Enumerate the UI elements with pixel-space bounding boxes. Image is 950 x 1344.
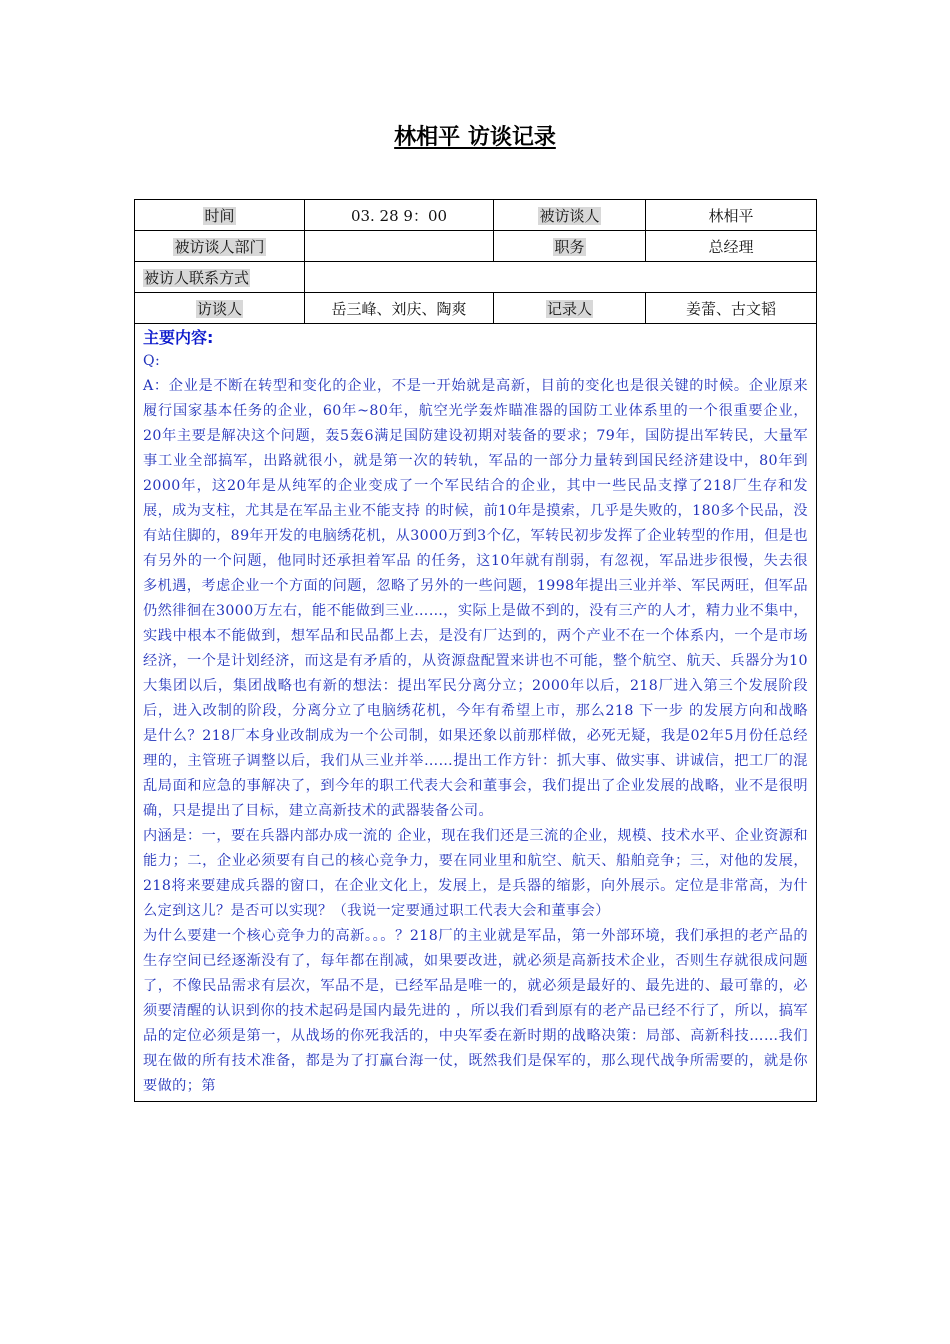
table-row-interviewers: [135, 293, 817, 324]
interviewer-label-cell: [135, 293, 305, 324]
position-value: 总经理: [646, 231, 817, 262]
interviewer-value: 岳三峰、刘庆、陶爽: [305, 293, 494, 324]
question-paragraph: Q:: [143, 353, 161, 369]
contact-label: 被访人联系方式: [144, 268, 250, 287]
contact-label-cell: [135, 262, 305, 293]
interview-record-table: [134, 199, 817, 1102]
table-row-department: [135, 231, 817, 262]
recorder-value: 姜蕾、古文韬: [646, 293, 817, 324]
core-competence-paragraph: 为什么要建一个核心竞争力的高新。。。？218厂的主业就是军品，第一外部环境，我们承担的老产品的生存空间已经逐渐没有了，每年都在削减，如果要改进，就必须是高新技术企业，否则生存就很成问题了，不像民品需求有层次，军品不是，已经军品是唯一的，就必须是最好的、最先进的、最可靠的，必须要清醒的认识到你的技术起码是国内最先进的 ，所以我们看到原有的老产品已经不行了，所以，搞军品的定位必须是第一，从战场的你死我活的，中央军委在新时期的战略决策：局部、高新科技……我们现在做的所有技术准备，都是为了打赢台海一仗，既然我们是保军的，那么现代战争所需要的，就是你要做的；第: [143, 928, 808, 1094]
main-content-heading: 主要内容:: [143, 328, 214, 347]
recorder-label: 记录人: [546, 299, 592, 318]
interviewee-value: 林相平: [646, 200, 817, 231]
main-content-cell: [135, 324, 817, 1102]
position-label-cell: [494, 231, 646, 262]
recorder-label-cell: [494, 293, 646, 324]
interviewee-label: 被访谈人: [539, 206, 600, 225]
interviewer-label: 访谈人: [196, 299, 242, 318]
contact-value: [305, 262, 817, 293]
department-label: 被访谈人部门: [174, 237, 265, 256]
page-title: [0, 120, 950, 151]
time-value: 03. 28 9：00: [305, 200, 494, 231]
time-label-cell: [135, 200, 305, 231]
table-row-content: [135, 324, 817, 1102]
answer-paragraph: A：企业是不断在转型和变化的企业，不是一开始就是高新，目前的变化也是很关键的时候。企业原来履行国家基本任务的企业，60年~80年，航空光学轰炸瞄准器的国防工业体系里的一个很重要企业，20年主要是解决这个问题，轰5轰6满足国防建设初期对装备的要求；79年，国防提出军转民，大量军事工业全部搞军，出路就很小，就是第一次的转轨，军品的一部分力量转到国民经济建设中，80年到2000年，这20年是从纯军的企业变成了一个军民结合的企业，其中一些民品支撑了218厂生存和发展，成为支柱，尤其是在军品主业不能支持 的时候，前10年是摸索，几乎是失败的，180多个民品，没有站住脚的，89年开发的电脑绣花机，从3000万到3个亿，军转民初步发挥了企业转型的作用，但是也有另外的一个问题，他同时还承担着军品 的任务，这10年就有削弱，有忽视，军品进步很慢，失去很多机遇，考虑企业一个方面的问题，忽略了另外的一些问题，1998年提出三业并举、军民两旺，但军品仍然徘徊在3000万左右，能不能做到三业……，实际上是做不到的，没有三产的人才，精力业不集中，实践中根本不能做到，想军品和民品都上去，是没有厂达到的，两个产业不在一个体系内，一个是市场经济，一个是计划经济，而这是有矛盾的，从资源盘配置来讲也不可能，整个航空、航天、兵器分为10大集团以后，集团战略也有新的想法：提出军民分离分立；2000年以后，218厂进入第三个发展阶段后，进入改制的阶段，分离分立了电脑绣花机，今年有希望上市，那么218 下一步 的发展方向和战略是什么？218厂本身业改制成为一个公司制，如果还象以前那样做，必死无疑，我是02年5月份任总经理的，主管班子调整以后，我们从三业并举……提出工作方针：抓大事、做实事、讲诚信，把工厂的混乱局面和应急的事解决了，到今年的职工代表大会和董事会，我们提出了企业发展的战略，业不是很明确，只是提出了目标，建立高新技术的武器装备公司。: [143, 378, 808, 819]
document-title: 林相平 访谈记录: [394, 125, 556, 150]
department-value: [305, 231, 494, 262]
table-row-contact: [135, 262, 817, 293]
main-content-body: [143, 349, 808, 1099]
department-label-cell: [135, 231, 305, 262]
table-row-time: [135, 200, 817, 231]
position-label: 职务: [554, 237, 585, 256]
interviewee-label-cell: [494, 200, 646, 231]
connotation-paragraph: 内涵是：一，要在兵器内部办成一流的 企业，现在我们还是三流的企业，规模、技术水平、企业资源和能力；二，企业必须要有自己的核心竞争力，要在同业里和航空、航天、船舶竞争；三，对他的发展，218将来要建成兵器的窗口，在企业文化上，发展上，是兵器的缩影，向外展示。定位是非常高，为什么定到这儿？是否可以实现？（我说一定要通过职工代表大会和董事会）: [143, 828, 808, 919]
time-label: 时间: [204, 206, 235, 225]
